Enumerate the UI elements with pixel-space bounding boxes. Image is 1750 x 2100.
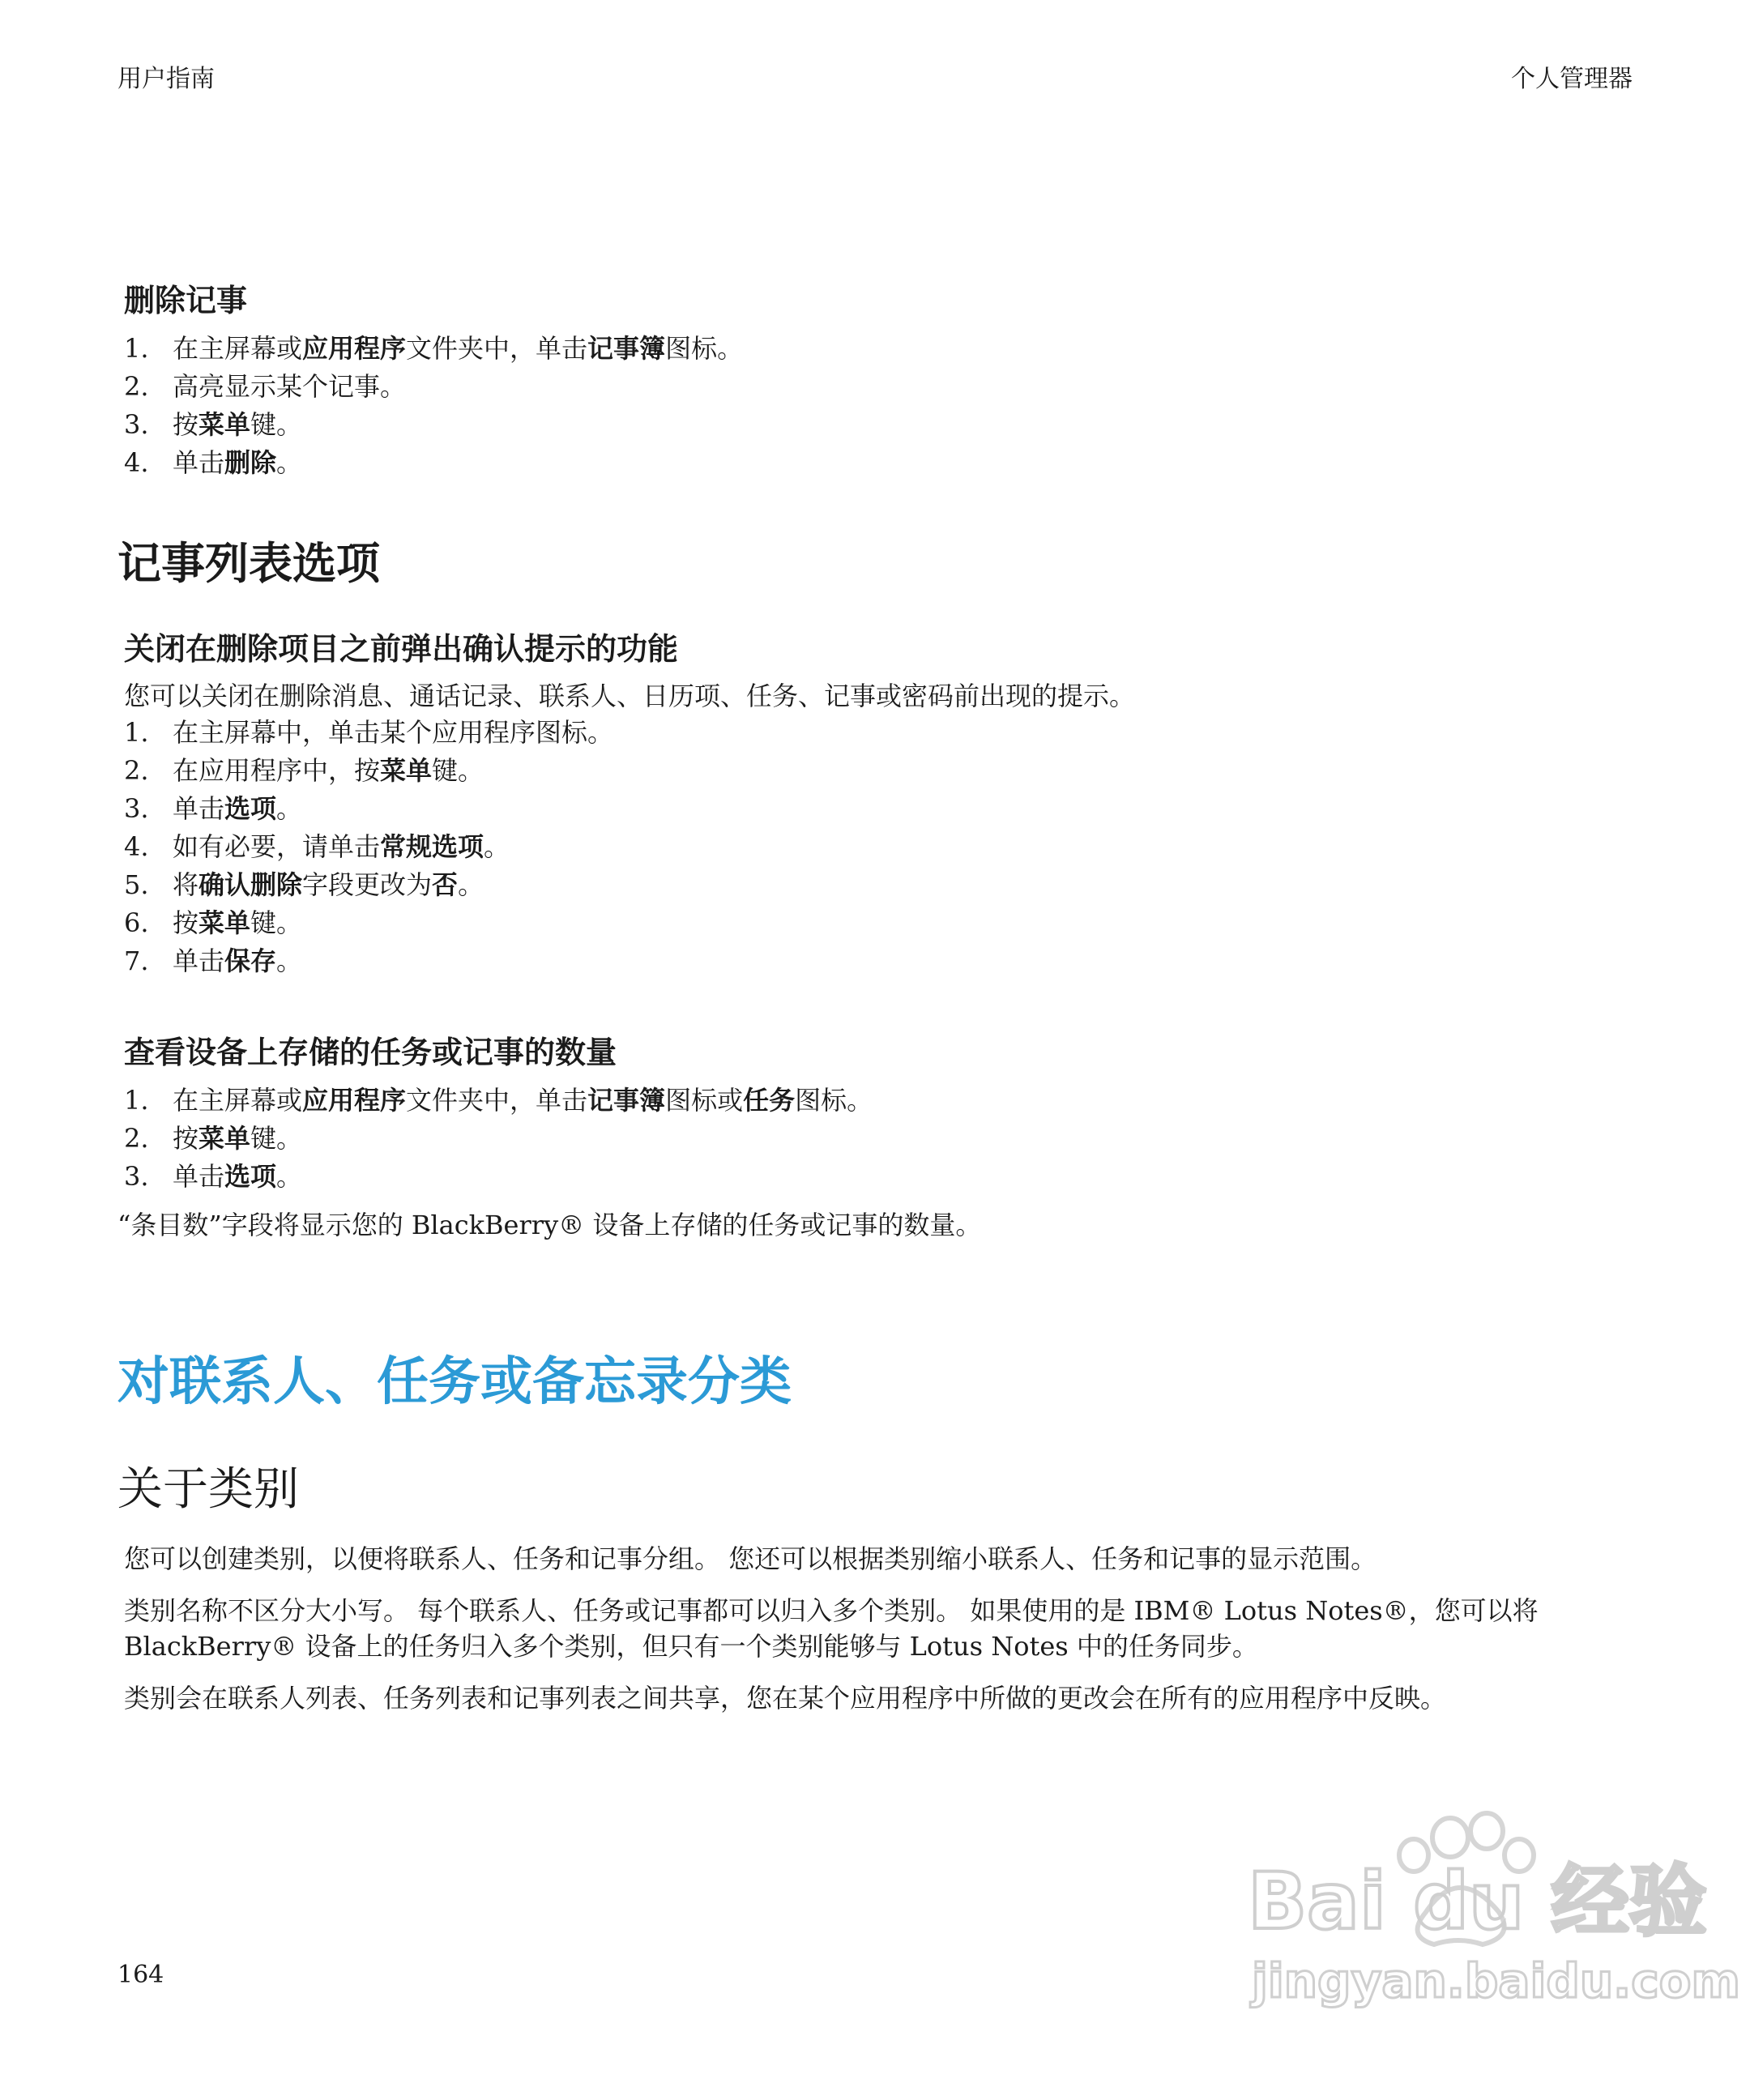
section-count (117, 1027, 1641, 1243)
step-number: 3. (124, 793, 149, 824)
text-run: 高亮显示某个记事。 (173, 371, 407, 402)
baidu-paw-logo-icon (1240, 1815, 1740, 2025)
text-run: 按 (173, 1123, 199, 1154)
ui-term: 常规选项 (380, 831, 484, 862)
text-run: 。 (276, 447, 303, 478)
list-item (124, 1158, 1641, 1196)
step-text (173, 790, 302, 828)
step-text (173, 942, 302, 980)
step-text (173, 714, 613, 752)
text-run: 图标。 (795, 1085, 873, 1116)
step-text (173, 752, 484, 790)
text-run: 在主屏幕或 (173, 333, 303, 364)
ui-term: 记事簿 (587, 1085, 666, 1116)
list-item (124, 904, 1641, 942)
chapter-title: 对联系人、任务或备忘录分类 (117, 1352, 792, 1412)
ui-term: 删除 (224, 447, 277, 478)
intro-text: 您可以关闭在删除消息、通话记录、联系人、日历项、任务、记事或密码前出现的提示。 (124, 681, 1136, 711)
step-text (173, 330, 743, 368)
watermark-brand: Bai du 经验 (1248, 1856, 1707, 1947)
paragraph: 类别会在联系人列表、任务列表和记事列表之间共享，您在某个应用程序中所做的更改会在所有的应用程序中反映。 (124, 1683, 1447, 1714)
step-number: 3. (124, 1161, 149, 1192)
step-text (173, 828, 510, 866)
section-title: 查看设备上存储的任务或记事的数量 (124, 1035, 617, 1070)
list-item (124, 1082, 1641, 1120)
step-number: 7. (124, 945, 149, 976)
list-item (124, 330, 1641, 368)
baidu-watermark (1240, 1815, 1740, 2025)
ui-term: 记事簿 (587, 333, 666, 364)
steps-list (117, 714, 1641, 980)
step-number: 6. (124, 907, 149, 938)
step-text (173, 444, 302, 482)
step-text (173, 406, 302, 444)
step-number: 2. (124, 371, 149, 402)
paragraph: 您可以创建类别，以便将联系人、任务和记事分组。 您还可以根据类别缩小联系人、任务和记事的显示范围。 (124, 1543, 1377, 1574)
text-run: 。 (276, 945, 303, 976)
ui-term: 应用程序 (302, 333, 407, 364)
ui-term: 任务 (743, 1085, 796, 1116)
ui-term: 保存 (224, 945, 277, 976)
list-item (124, 444, 1641, 482)
header-right: 个人管理器 (1511, 65, 1633, 93)
list-item (124, 752, 1641, 790)
text-run: 按 (173, 907, 199, 938)
text-run: 文件夹中，单击 (406, 333, 588, 364)
text-run: 在主屏幕或 (173, 1085, 303, 1116)
ui-term: 应用程序 (302, 1085, 407, 1116)
step-number: 4. (124, 831, 149, 862)
section-about-categories (117, 1453, 1641, 1716)
step-number: 2. (124, 1123, 149, 1154)
section-title: 记事列表选项 (117, 538, 380, 589)
list-item (124, 406, 1641, 444)
text-run: 图标。 (665, 333, 744, 364)
section-title: 删除记事 (124, 283, 248, 318)
text-run: 字段更改为 (302, 869, 433, 900)
step-text (173, 1082, 873, 1120)
list-item (124, 1120, 1641, 1158)
step-text (173, 1120, 302, 1158)
text-run: 如有必要，请单击 (173, 831, 381, 862)
ui-term: 菜单 (198, 1123, 251, 1154)
list-item (124, 714, 1641, 752)
list-item (124, 828, 1641, 866)
ui-term: 菜单 (380, 755, 433, 786)
note-text: “条目数”字段将显示您的 BlackBerry® 设备上存储的任务或记事的数量。 (117, 1210, 982, 1240)
steps-list (117, 330, 1641, 482)
text-run: 单击 (173, 793, 225, 824)
text-run: 将 (173, 869, 199, 900)
text-run: 单击 (173, 945, 225, 976)
ui-term: 确认删除 (198, 869, 303, 900)
paragraph: 类别名称不区分大小写。 每个联系人、任务或记事都可以归入多个类别。 如果使用的是 IBM® Lotus Notes®，您可以将 BlackBerry® 设备上的任务归入多个类别，但只有一个类别能够与 Lotus Notes 中的任务同步。 (124, 1595, 1539, 1662)
step-number: 2. (124, 755, 149, 786)
text-run: 。 (276, 1161, 303, 1192)
text-run: 。 (484, 831, 510, 862)
step-number: 1. (124, 1085, 149, 1116)
text-run: 按 (173, 409, 199, 440)
step-text (173, 904, 302, 942)
ui-term: 否 (432, 869, 459, 900)
text-run: 键。 (432, 755, 484, 786)
text-run: 在主屏幕中，单击某个应用程序图标。 (173, 717, 614, 748)
header-left: 用户指南 (117, 65, 215, 93)
step-text (173, 866, 484, 904)
list-item (124, 942, 1641, 980)
step-text (173, 1158, 302, 1196)
ui-term: 选项 (224, 1161, 277, 1192)
text-run: 单击 (173, 1161, 225, 1192)
page-content (117, 275, 1641, 1732)
text-run: 单击 (173, 447, 225, 478)
steps-list (117, 1082, 1641, 1196)
section-delete-note (117, 275, 1641, 482)
page-number: 164 (117, 1961, 164, 1989)
section-disable-confirm (117, 624, 1641, 980)
text-run: 。 (458, 869, 484, 900)
step-number: 3. (124, 409, 149, 440)
ui-term: 菜单 (198, 409, 251, 440)
step-number: 5. (124, 869, 149, 900)
list-item (124, 866, 1641, 904)
section-title: 关于类别 (117, 1463, 299, 1516)
step-number: 1. (124, 333, 149, 364)
ui-term: 选项 (224, 793, 277, 824)
text-run: 文件夹中，单击 (406, 1085, 588, 1116)
text-run: 键。 (250, 1123, 303, 1154)
text-run: 键。 (250, 409, 303, 440)
step-text (173, 368, 406, 406)
text-run: 键。 (250, 907, 303, 938)
list-item (124, 790, 1641, 828)
list-item (124, 368, 1641, 406)
step-number: 1. (124, 717, 149, 748)
text-run: 。 (276, 793, 303, 824)
watermark-url: jingyan.baidu.com (1252, 1953, 1740, 2008)
section-title: 关闭在删除项目之前弹出确认提示的功能 (124, 631, 679, 667)
step-number: 4. (124, 447, 149, 478)
ui-term: 菜单 (198, 907, 251, 938)
text-run: 图标或 (665, 1085, 744, 1116)
text-run: 在应用程序中，按 (173, 755, 381, 786)
